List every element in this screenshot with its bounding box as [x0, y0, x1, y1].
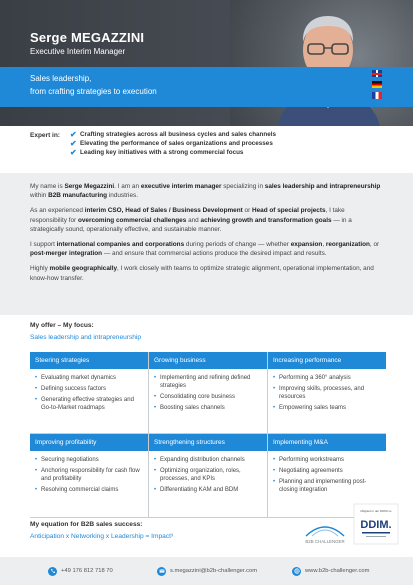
ddim-logo: [352, 502, 400, 546]
expert-item-text: Leading key initiatives with a strong commercial focus: [80, 149, 244, 156]
expert-item: [70, 148, 276, 157]
offer-card: [149, 434, 268, 517]
expert-item: [70, 139, 276, 148]
offer-item: • Planning and implementing post-closing integration: [273, 478, 383, 494]
offer-card: [149, 352, 268, 433]
email-icon: [157, 567, 166, 576]
footer-bar: [0, 557, 413, 585]
equation-formula: Anticipation x Networking x Leadership = Impact³: [30, 533, 174, 540]
offer-card-heading: Increasing performance: [268, 352, 386, 369]
french-flag-icon[interactable]: [372, 92, 382, 99]
uk-flag-icon[interactable]: [372, 70, 382, 77]
equation-title: My equation for B2B sales success:: [30, 521, 143, 528]
offer-card-list: [30, 369, 148, 433]
offer-card-heading: Implementing M&A: [268, 434, 386, 451]
ddim-text: DDIM.: [360, 519, 392, 531]
tagline-line-1: Sales leadership,: [30, 74, 92, 83]
offer-item: • Consolidating core business: [154, 393, 264, 401]
offer-row: [30, 352, 386, 434]
offer-item: • Defining success factors: [35, 385, 145, 393]
email-text: s.megazzini@b2b-challenger.com: [170, 568, 258, 574]
ddim-sub-text: Mitglied in der DDIM.vs: [360, 509, 392, 513]
offer-card: [30, 352, 149, 433]
offer-title: My offer – My focus:: [30, 322, 94, 329]
language-switcher: [372, 70, 382, 103]
offer-card-heading: Improving profitability: [30, 434, 148, 451]
offer-item: • Expanding distribution channels: [154, 456, 264, 464]
offer-subtitle: Sales leadership and intrapreneurship: [30, 334, 142, 341]
footer-website[interactable]: [292, 557, 369, 585]
expert-label: Expert in:: [30, 132, 60, 139]
offer-item: • Generating effective strategies and Go-to-Market roadmaps: [35, 396, 145, 412]
offer-item: • Resolving commercial claims: [35, 486, 145, 494]
offer-item: • Performing workstreams: [273, 456, 383, 464]
offer-item: • Securing negotiations: [35, 456, 145, 464]
offer-card: [268, 352, 386, 433]
bio-section: [0, 173, 413, 315]
phone-text: +49 176 812 718 70: [61, 568, 113, 574]
offer-card: [30, 434, 149, 517]
offer-grid: [30, 352, 386, 518]
footer-email[interactable]: [157, 557, 257, 585]
header-banner: [0, 0, 413, 126]
tagline-line-2: from crafting strategies to execution: [30, 87, 157, 96]
offer-card-heading: Steering strategies: [30, 352, 148, 369]
offer-item: • Evaluating market dynamics: [35, 374, 145, 382]
offer-item: • Empowering sales teams: [273, 404, 383, 412]
offer-item: • Optimizing organization, roles, processes, and KPIs: [154, 467, 264, 483]
offer-card-heading: Growing business: [149, 352, 267, 369]
offer-item: • Anchoring responsibility for cash flow and profitability: [35, 467, 145, 483]
checkmark-icon: ✔: [70, 130, 77, 139]
header-background: [0, 0, 260, 126]
offer-card-list: [30, 451, 148, 517]
b2b-challenger-logo: [300, 516, 350, 546]
expert-list: [70, 130, 276, 157]
person-name: [30, 30, 144, 45]
first-name: Serge: [30, 30, 68, 45]
expert-item-text: Crafting strategies across all business cycles and sales channels: [80, 131, 276, 138]
last-name: MEGAZZINI: [70, 30, 145, 45]
logo-area: [300, 500, 400, 550]
offer-card-list: [268, 369, 386, 433]
portrait-photo: [268, 0, 388, 126]
footer-phone[interactable]: [48, 557, 113, 585]
offer-item: • Performing a 360° analysis: [273, 374, 383, 382]
bio-paragraph-4: Highly mobile geographically, I work closely with teams to optimize strategic alignment, operational implementation, and know-how transfer.: [30, 265, 374, 282]
bio-paragraph-1: My name is Serge Megazzini. I am an executive interim manager specializing in sales leadership and intrapreneurship within B2B manufacturing industries.: [30, 183, 381, 200]
checkmark-icon: ✔: [70, 148, 77, 157]
offer-item: • Improving skills, processes, and resources: [273, 385, 383, 401]
phone-icon: [48, 567, 57, 576]
website-text: www.b2b-challenger.com: [305, 568, 370, 574]
checkmark-icon: ✔: [70, 139, 77, 148]
german-flag-icon[interactable]: [372, 81, 382, 88]
offer-item: • Negotiating agreements: [273, 467, 383, 475]
expert-item: [70, 130, 276, 139]
offer-item: • Implementing and refining defined strategies: [154, 374, 264, 390]
globe-icon: [292, 567, 301, 576]
expert-item-text: Elevating the performance of sales organizations and processes: [80, 140, 273, 147]
offer-card-list: [149, 369, 267, 433]
bio-paragraph-2: As an experienced interim CSO, Head of Sales / Business Development or Head of special projects, I take responsibility for overcoming commercial challenges and achieving growth and transformation goals — in a strategically sound, operationally effective, and sustainable manner.: [30, 207, 352, 234]
job-title: Executive Interim Manager: [30, 47, 126, 56]
bio-paragraph-3: I support international companies and corporations during periods of change — whether expansion, reorganization, or post-merger integration — and ensure that commercial actions produce the desired impact and results.: [30, 241, 380, 258]
offer-card-heading: Strengthening structures: [149, 434, 267, 451]
offer-item: • Boosting sales channels: [154, 404, 264, 412]
offer-item: • Differentiating KAM and BDM: [154, 486, 264, 494]
b2b-logo-text: B2B CHALLENGER: [305, 539, 345, 544]
offer-card-list: [149, 451, 267, 517]
